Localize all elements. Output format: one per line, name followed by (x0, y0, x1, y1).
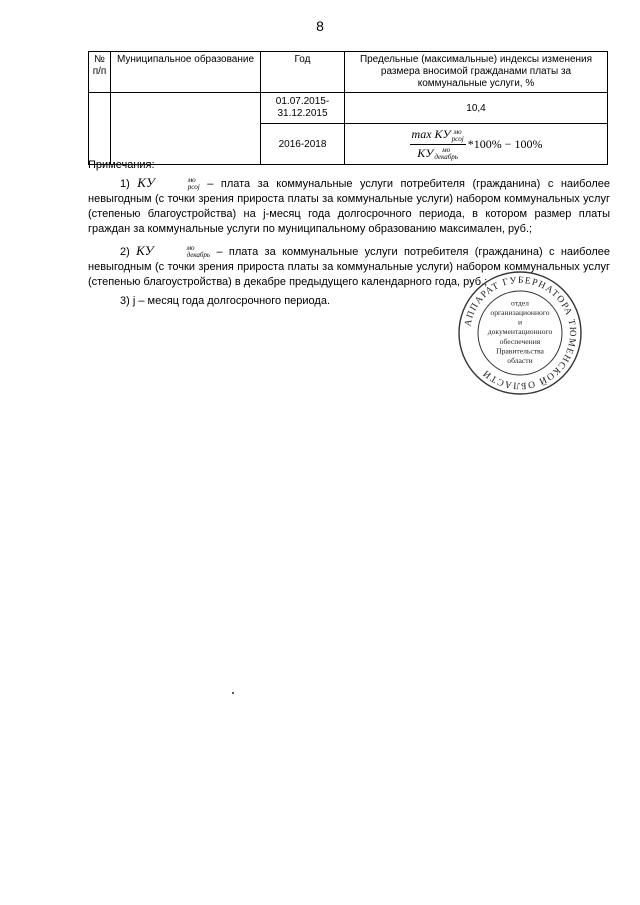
note-3-number: 3) (120, 295, 130, 307)
cell-period-2: 2016-2018 (261, 124, 345, 165)
notes-title: Примечания: (88, 159, 155, 171)
note-1-number: 1) (120, 178, 130, 190)
stamp-center-line: отдел (511, 298, 529, 308)
denominator-sub: декабрь (434, 152, 458, 161)
cell-municipality (111, 93, 261, 165)
stamp-center-line: обеспечения (499, 336, 541, 346)
official-stamp (457, 270, 583, 396)
index-table (88, 51, 608, 165)
note-1-symbol: KУ мо pcoj (137, 175, 200, 192)
note-1-text: – плата за коммунальные услуги потребителя (гражданина) с наиболее невыгодным (с точки зрения прироста платы за коммунальные услуги) набором коммунальных услуг (степенью благоустройства) на j-месяц года долгосрочного периода, в котором размер платы граждан за коммунальные услуги по муниципальному образованию максимален, руб.; (88, 178, 610, 235)
stamp-ring-text: АППАРАТ ГУБЕРНАТОРА ТЮМЕНСКОЙ ОБЛАСТИ (463, 275, 578, 391)
page-number: 8 (316, 18, 324, 34)
denominator-sup: мо (442, 145, 451, 154)
stamp-center-text (488, 298, 553, 365)
numerator-sub: pcoj (451, 134, 464, 143)
note-2-text: – плата за коммунальные услуги потребителя (гражданина) с наиболее невыгодным (с точки зрения прироста платы за коммунальные услуги) набором коммунальных услуг (степенью благоустройства) в декабре предыдущего календарного года, руб.; (88, 246, 611, 288)
cell-num (89, 93, 111, 165)
stamp-center-line: и (517, 317, 523, 327)
stamp-center-line: области (507, 356, 533, 365)
formula-fraction (410, 127, 466, 161)
scan-speck (232, 692, 234, 694)
index-formula (410, 127, 543, 161)
table-row (89, 93, 608, 124)
formula-tail: *100% − 100% (467, 136, 543, 151)
note-2-number: 2) (120, 246, 130, 258)
numerator-text: max KУ (411, 127, 451, 142)
cell-value-1: 10,4 (345, 93, 608, 124)
table-header-row (89, 52, 608, 93)
note-item-1 (88, 175, 610, 237)
stamp-center-line: документационного (487, 327, 553, 337)
formula-numerator (410, 127, 466, 144)
cell-period-1: 01.07.2015-31.12.2015 (261, 93, 345, 124)
header-year: Год (261, 52, 345, 93)
stamp-center-line: Правительства (496, 346, 544, 356)
header-municipality: Муниципальное образование (111, 52, 261, 93)
numerator-sup: мо (453, 127, 462, 136)
note-2-symbol: KУ мо декабрь (136, 243, 211, 260)
note-3-text: j – месяц года долгосрочного периода. (132, 295, 331, 307)
header-index: Предельные (максимальные) индексы изменения размера вносимой гражданами платы за коммунальные услуги, % (345, 52, 608, 93)
header-num: № п/п (89, 52, 111, 93)
denominator-text: KУ (417, 145, 434, 160)
stamp-center-line: организационного (490, 308, 550, 317)
